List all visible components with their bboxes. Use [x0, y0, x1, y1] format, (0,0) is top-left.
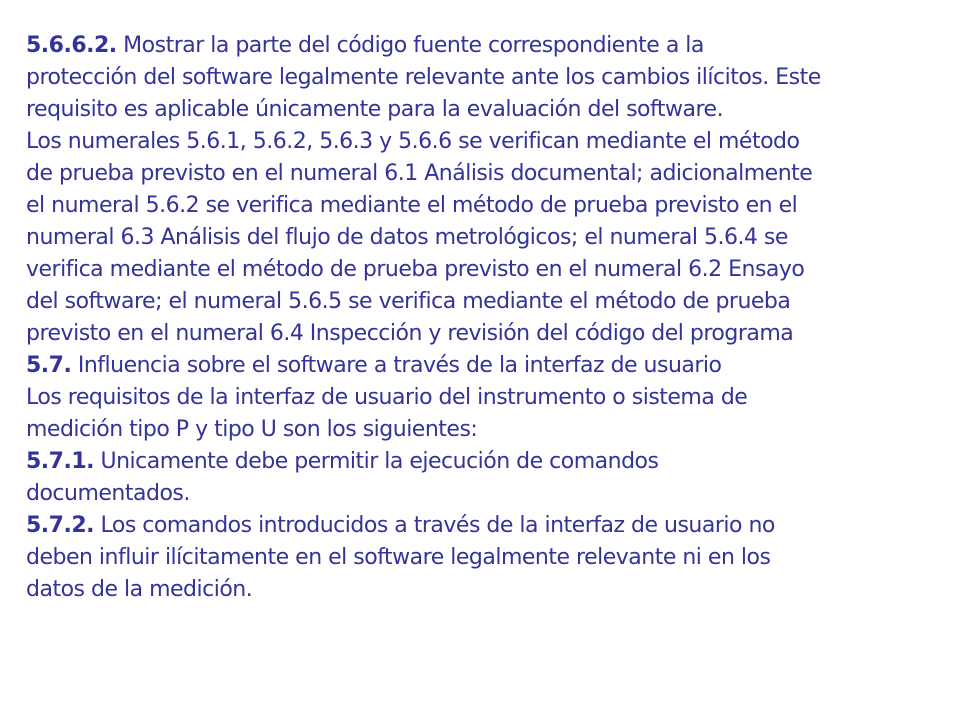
- text-line: [26, 286, 926, 318]
- line-text: datos de la medición.: [26, 577, 253, 602]
- text-line: [26, 350, 926, 382]
- section-number: 5.6.6.2.: [26, 33, 117, 58]
- line-text: numeral 6.3 Análisis del flujo de datos metrológicos; el numeral 5.6.4 se: [26, 225, 788, 250]
- line-text: del software; el numeral 5.6.5 se verifica mediante el método de prueba: [26, 289, 791, 314]
- text-line: [26, 542, 926, 574]
- text-line: [26, 510, 926, 542]
- line-text: Los requisitos de la interfaz de usuario del instrumento o sistema de: [26, 385, 748, 410]
- line-text: medición tipo P y tipo U son los siguientes:: [26, 417, 478, 442]
- text-line: [26, 318, 926, 350]
- text-line: [26, 190, 926, 222]
- line-text: deben influir ilícitamente en el software legalmente relevante ni en los: [26, 545, 771, 570]
- text-line: [26, 382, 926, 414]
- section-number: 5.7.2.: [26, 513, 94, 538]
- line-text: requisito es aplicable únicamente para la evaluación del software.: [26, 97, 724, 122]
- text-line: [26, 158, 926, 190]
- line-text: documentados.: [26, 481, 190, 506]
- line-text: Los comandos introducidos a través de la interfaz de usuario no: [94, 513, 775, 538]
- line-text: Unicamente debe permitir la ejecución de comandos: [94, 449, 659, 474]
- text-line: [26, 222, 926, 254]
- text-line: [26, 30, 926, 62]
- text-line: [26, 478, 926, 510]
- line-text: Influencia sobre el software a través de la interfaz de usuario: [71, 353, 722, 378]
- line-text: el numeral 5.6.2 se verifica mediante el método de prueba previsto en el: [26, 193, 798, 218]
- section-number: 5.7.1.: [26, 449, 94, 474]
- line-text: de prueba previsto en el numeral 6.1 Análisis documental; adicionalmente: [26, 161, 813, 186]
- text-line: [26, 254, 926, 286]
- text-line: [26, 446, 926, 478]
- text-line: [26, 126, 926, 158]
- line-text: previsto en el numeral 6.4 Inspección y revisión del código del programa: [26, 321, 794, 346]
- text-line: [26, 94, 926, 126]
- text-line: [26, 62, 926, 94]
- line-text: Los numerales 5.6.1, 5.6.2, 5.6.3 y 5.6.6 se verifican mediante el método: [26, 129, 800, 154]
- section-number: 5.7.: [26, 353, 72, 378]
- line-text: protección del software legalmente relevante ante los cambios ilícitos. Este: [26, 65, 821, 90]
- text-line: [26, 414, 926, 446]
- line-text: verifica mediante el método de prueba previsto en el numeral 6.2 Ensayo: [26, 257, 805, 282]
- line-text: Mostrar la parte del código fuente correspondiente a la: [116, 33, 704, 58]
- text-line: [26, 574, 926, 606]
- body-text: [26, 30, 926, 606]
